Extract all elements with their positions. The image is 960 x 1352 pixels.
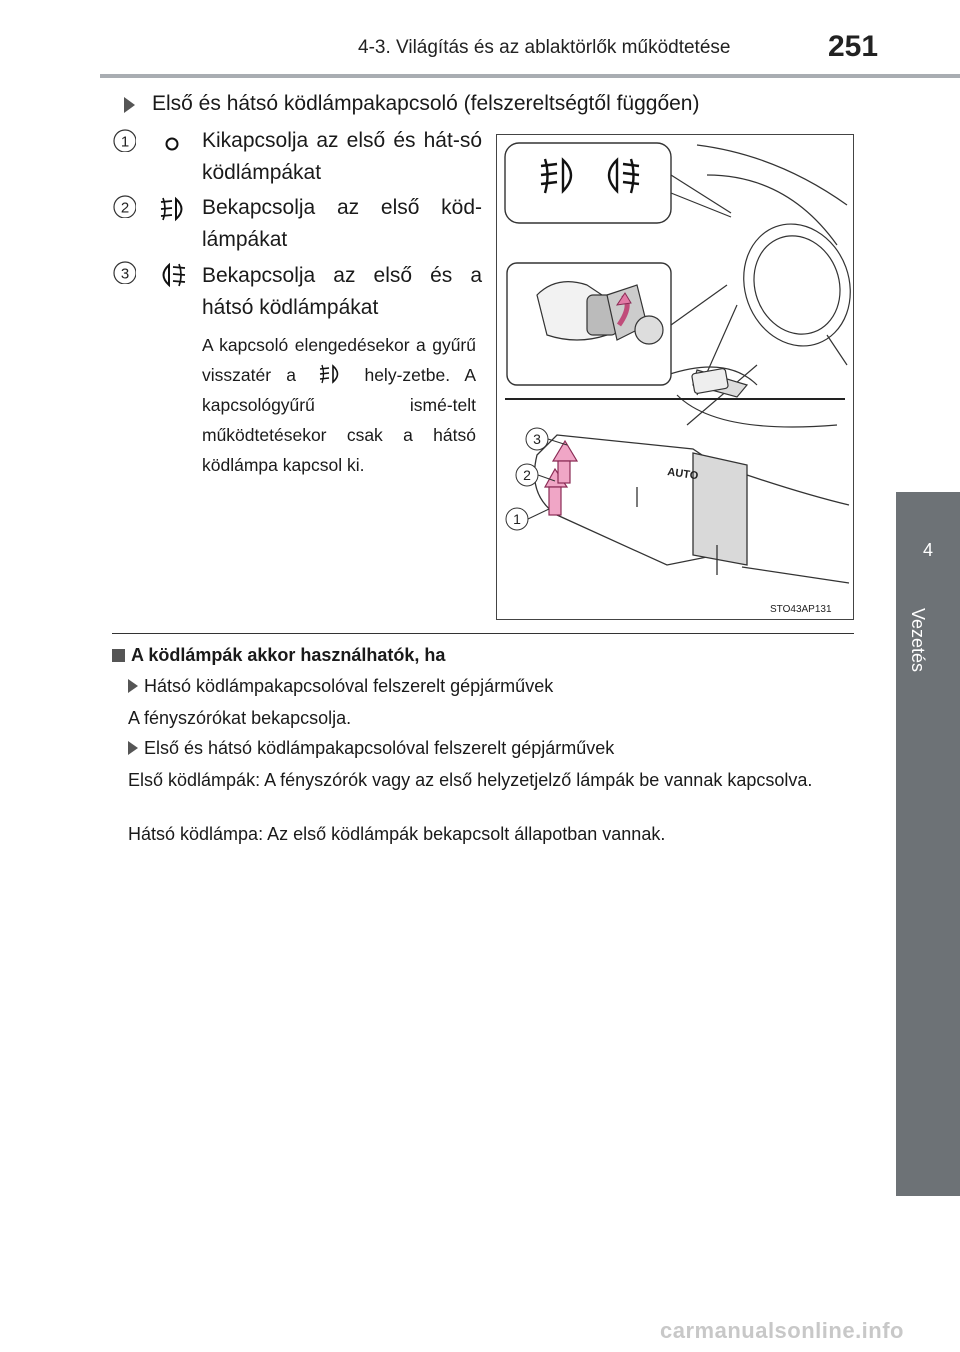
item-number-2	[112, 194, 136, 218]
header-rule	[100, 74, 960, 78]
section-title: 4-3. Világítás és az ablaktörlők működtetése	[358, 37, 731, 58]
chapter-label: Vezetés	[908, 607, 928, 673]
svg-text:3: 3	[533, 431, 541, 447]
triangle-bullet-icon	[128, 741, 138, 755]
bullet-2: Első és hátsó ködlámpakapcsolóval felszerelt gépjárművek	[128, 738, 614, 759]
svg-text:AUTO: AUTO	[666, 466, 699, 483]
note-text	[202, 330, 476, 480]
item-text-2: Bekapcsolja az első köd-lámpákat	[202, 196, 482, 251]
item-number-1	[112, 128, 136, 152]
section-heading: A ködlámpák akkor használhatók, ha	[112, 645, 445, 666]
chapter-number: 4	[922, 540, 933, 560]
paragraph-1: A fényszórókat bekapcsolja.	[128, 708, 352, 728]
svg-text:1: 1	[120, 133, 130, 151]
figure-code: STO43AP131	[770, 604, 832, 615]
intro-line	[124, 92, 699, 116]
fog-lamp-switch-illustration	[497, 135, 853, 619]
rear-fog-lamp-icon	[156, 262, 190, 288]
off-circle-icon	[158, 132, 188, 156]
svg-text:1: 1	[513, 511, 521, 527]
chapter-tab	[896, 492, 960, 1196]
paragraph-2: Első ködlámpák: A fényszórók vagy az első helyzetjelző lámpák be vannak kapcsolva.	[128, 770, 813, 790]
svg-text:3: 3	[120, 265, 130, 283]
item-text-3: Bekapcsolja az első és a hátsó ködlámpákat	[202, 264, 482, 319]
triangle-bullet-icon	[124, 97, 135, 113]
front-fog-lamp-icon	[315, 364, 345, 384]
svg-text:2: 2	[523, 467, 531, 483]
fog-lamp-switch-figure	[496, 134, 854, 620]
paragraph-3: Hátsó ködlámpa: Az első ködlámpák bekapcsolt állapotban vannak.	[128, 824, 666, 844]
front-fog-lamp-icon	[156, 196, 190, 222]
svg-text:2: 2	[120, 199, 130, 217]
note-part-2: hely-zetbe. A kapcsológyűrű ismé-telt működtetésekor csak a hátsó ködlámpa kapcsol ki.	[202, 365, 476, 475]
item-text-1: Kikapcsolja az első és hát-só ködlámpákat	[202, 129, 482, 184]
section-rule	[112, 633, 854, 634]
note-part-1: A kapcsoló elengedésekor a gyűrű visszatér a	[202, 335, 476, 385]
watermark: carmanualsonline.info	[660, 1318, 904, 1343]
square-bullet-icon	[112, 649, 125, 662]
bullet-1: Hátsó ködlámpakapcsolóval felszerelt gépjárművek	[128, 676, 553, 697]
intro-text: Első és hátsó ködlámpakapcsoló (felszereltségtől függően)	[152, 92, 700, 115]
page-number: 251	[828, 30, 879, 63]
triangle-bullet-icon	[128, 679, 138, 693]
item-number-3	[112, 260, 136, 284]
